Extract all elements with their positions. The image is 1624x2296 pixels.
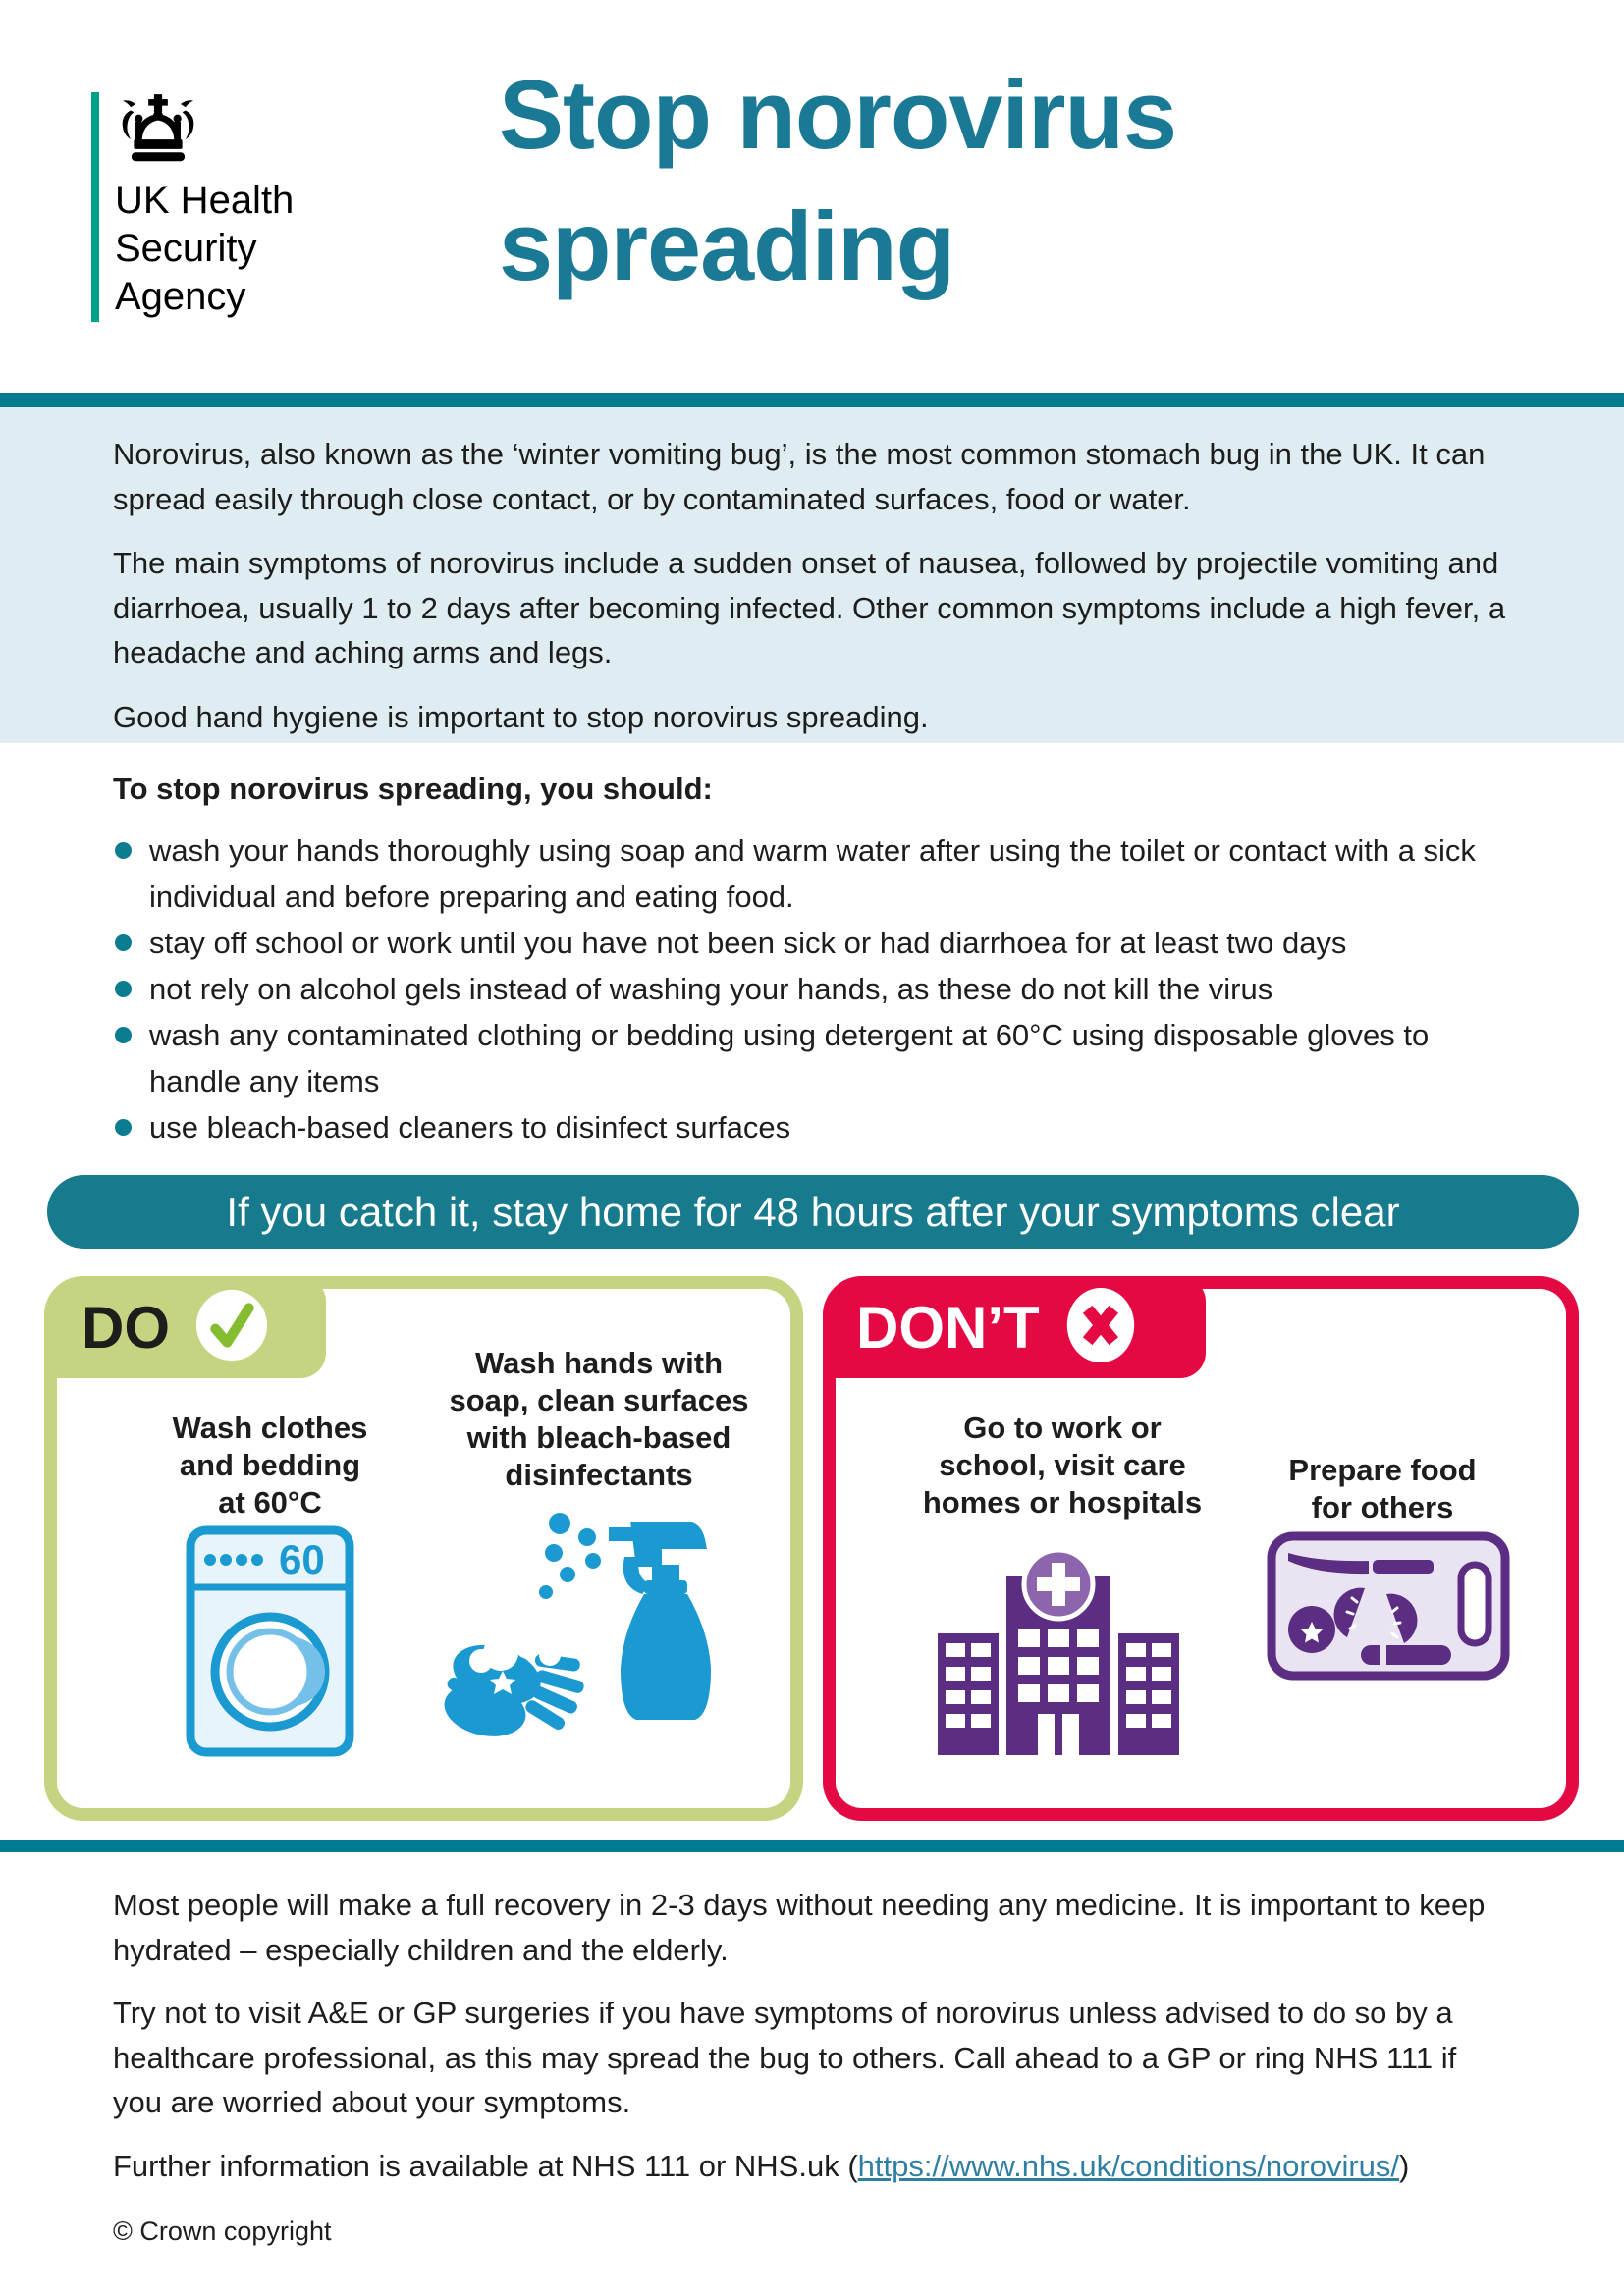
agency-wordmark-line: Agency	[115, 275, 246, 318]
hands-soap-spray-icon	[444, 1508, 738, 1760]
bottom-divider-bar	[0, 1840, 1624, 1852]
intro-paragraph: The main symptoms of norovirus include a sudden onset of nausea, followed by projectile vomiting and diarrhoea, usually 1 to 2 days after becoming infected. Other common symptoms include a high fever, a headache and aching arms and legs.	[113, 546, 1506, 669]
dont-item-prepare-food-label: Prepare food for others	[1288, 1453, 1477, 1524]
dont-item-go-to-work-label: Go to work or school, visit care homes or hospitals	[922, 1411, 1203, 1520]
do-tab	[44, 1276, 326, 1378]
page-title-line: Stop norovirus	[499, 60, 1177, 169]
list-item-text: wash your hands thoroughly using soap and warm water after using the toilet or contact with a sick individual and before preparing and eating food.	[149, 833, 1476, 914]
list-item	[115, 1012, 1521, 1104]
outro-section	[113, 1883, 1511, 2207]
further-info-line	[113, 2144, 1511, 2189]
intro-paragraph: Norovirus, also known as the ‘winter vomiting bug’, is the most common stomach bug in the UK. It can spread easily through close contact, or by contaminated surfaces, food or water.	[113, 437, 1486, 516]
list-item	[115, 920, 1521, 966]
stay-home-banner: If you catch it, stay home for 48 hours after your symptoms clear	[47, 1175, 1579, 1249]
top-divider-bar	[0, 393, 1624, 407]
list-item	[115, 966, 1521, 1012]
outro-paragraph: Try not to visit A&E or GP surgeries if you have symptoms of norovirus unless advised to do so by a healthcare professional, as this may spread the bug to others. Call ahead to a GP or ring NHS 111 if you are worried about your symptoms.	[113, 1996, 1457, 2119]
list-item-text: use bleach-based cleaners to disinfect surfaces	[149, 1110, 791, 1145]
should-heading: To stop norovirus spreading, you should:	[113, 772, 713, 806]
further-info-prefix: Further information is available at NHS 111 or NHS.uk (	[113, 2148, 858, 2183]
bullet-dot-icon	[115, 1027, 132, 1043]
nhs-conditions-link[interactable]: https://www.nhs.uk/conditions/norovirus/	[857, 2148, 1400, 2183]
machine-temp-label: 60	[279, 1536, 325, 1582]
list-item	[115, 1104, 1521, 1150]
list-item-text: not rely on alcohol gels instead of washing your hands, as these do not kill the virus	[149, 972, 1273, 1006]
check-icon	[195, 1289, 268, 1366]
dont-tab	[823, 1276, 1206, 1378]
agency-wordmark-line: Security	[115, 227, 257, 270]
page-title-line: spreading	[499, 191, 955, 300]
outro-paragraph: Most people will make a full recovery in 2-3 days without needing any medicine. It is important to keep hydrated – especially children and the elderly.	[113, 1888, 1486, 1967]
crown-copyright: © Crown copyright	[113, 2216, 332, 2246]
do-item-wash-clothes-label: Wash clothes and bedding at 60°C	[172, 1411, 368, 1520]
list-item-text: wash any contaminated clothing or bedding using detergent at 60°C using disposable gloves to handle any items	[149, 1018, 1430, 1098]
bullet-dot-icon	[115, 934, 132, 951]
washing-machine-icon	[185, 1524, 355, 1763]
bullet-dot-icon	[115, 981, 132, 997]
agency-wordmark-line: UK Health	[115, 179, 295, 222]
list-item	[115, 828, 1521, 920]
bullet-dot-icon	[115, 842, 132, 859]
do-label: DO	[81, 1294, 170, 1361]
page-title	[499, 49, 1176, 312]
agency-wordmark	[115, 177, 294, 321]
dont-label: DON’T	[856, 1294, 1040, 1361]
bullet-dot-icon	[115, 1119, 132, 1136]
further-info-suffix: )	[1399, 2148, 1410, 2183]
intro-paragraph: Good hand hygiene is important to stop norovirus spreading.	[113, 699, 929, 734]
list-item-text: stay off school or work until you have not been sick or had diarrhoea for at least two days	[149, 926, 1347, 960]
cutting-board-icon	[1267, 1531, 1510, 1685]
hospital-icon	[936, 1547, 1181, 1760]
logo-accent-bar	[91, 92, 99, 322]
crown-coat-of-arms-icon	[118, 94, 198, 168]
do-item-wash-hands-label: Wash hands with soap, clean surfaces with bleach-based disinfectants	[449, 1346, 749, 1492]
intro-panel	[0, 407, 1624, 743]
should-list	[115, 828, 1521, 1150]
cross-icon	[1063, 1287, 1138, 1368]
